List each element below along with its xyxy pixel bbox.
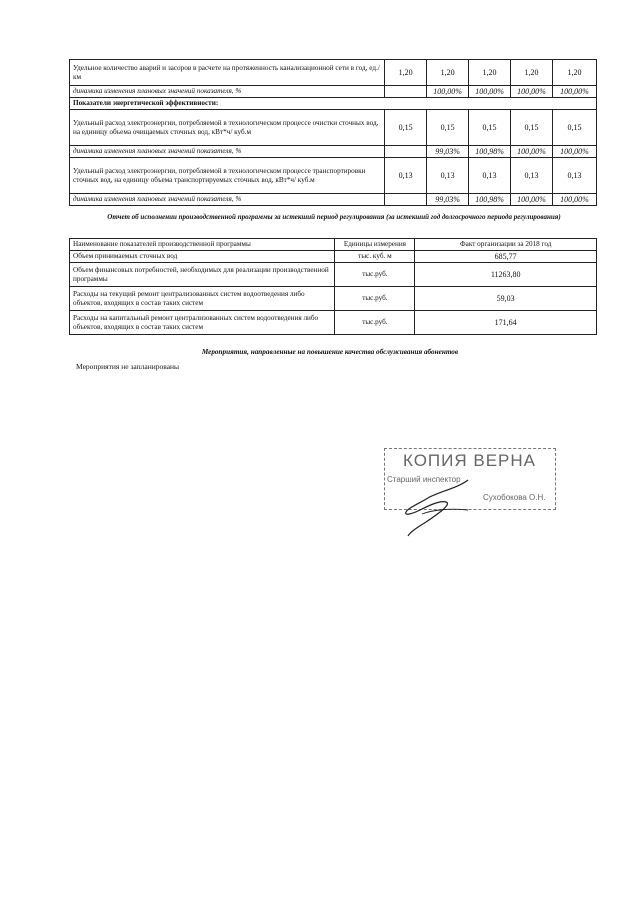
row-label: динамика изменения плановых значений показателя, % bbox=[70, 194, 385, 206]
cell: 100,00% bbox=[469, 86, 511, 98]
section-heading: Показатели энергетической эффективности: bbox=[70, 98, 597, 110]
row-value: 685,77 bbox=[415, 251, 597, 263]
table-row bbox=[70, 251, 597, 263]
program-table bbox=[69, 238, 597, 335]
cell: 100,98% bbox=[469, 194, 511, 206]
cell: 0,15 bbox=[552, 110, 596, 146]
table-row bbox=[70, 194, 597, 206]
row-label: динамика изменения плановых значений показателя, % bbox=[70, 86, 385, 98]
row-value: 59,03 bbox=[415, 287, 597, 311]
cell: 0,13 bbox=[552, 158, 596, 194]
cell: 1,20 bbox=[552, 60, 596, 86]
cell: 100,98% bbox=[469, 146, 511, 158]
cell: 0,13 bbox=[385, 158, 427, 194]
cell bbox=[385, 86, 427, 98]
row-unit: тыс.руб. bbox=[335, 287, 415, 311]
cell: 0,13 bbox=[427, 158, 469, 194]
row-label: динамика изменения плановых значений показателя, % bbox=[70, 146, 385, 158]
cell: 100,00% bbox=[511, 194, 553, 206]
cell: 1,20 bbox=[385, 60, 427, 86]
stamp-title: КОПИЯ ВЕРНА bbox=[403, 451, 537, 470]
cell: 100,00% bbox=[511, 146, 553, 158]
table-row bbox=[70, 263, 597, 287]
report-title: Отчет об исполнении производственной программы за истекший период регулирования (за истекший год долгосрочного периода регулирования) bbox=[107, 213, 561, 221]
row-value: 11263,80 bbox=[415, 263, 597, 287]
cell: 1,20 bbox=[427, 60, 469, 86]
cell: 99,03% bbox=[427, 194, 469, 206]
stamp-position: Старший инспектор bbox=[387, 475, 461, 484]
col-header: Факт организации за 2018 год bbox=[415, 239, 597, 251]
cell: 0,15 bbox=[427, 110, 469, 146]
cell: 0,15 bbox=[385, 110, 427, 146]
table-row bbox=[70, 110, 597, 146]
table-row bbox=[70, 86, 597, 98]
table-row bbox=[70, 311, 597, 335]
cell: 0,13 bbox=[511, 158, 553, 194]
indicators-table bbox=[69, 59, 597, 206]
row-label: Удельный расход электроэнергии, потребляемой в технологическом процессе транспортировки сточных вод, на единицу объема транспортируемых сточных вод, кВт*ч/ куб.м bbox=[70, 158, 385, 194]
row-name: Расходы на капитальный ремонт централизованных систем водоотведения либо объектов, входящих в состав таких систем bbox=[70, 311, 335, 335]
col-header: Единицы измерения bbox=[335, 239, 415, 251]
table-row bbox=[70, 158, 597, 194]
row-unit: тыс.руб. bbox=[335, 263, 415, 287]
row-label: Удельное количество аварий и засоров в расчете на протяженность канализационной сети в год, ед./км bbox=[70, 60, 385, 86]
table-header-row bbox=[70, 239, 597, 251]
table-row bbox=[70, 98, 597, 110]
table-row bbox=[70, 287, 597, 311]
cell: 100,00% bbox=[511, 86, 553, 98]
cell: 100,00% bbox=[552, 194, 596, 206]
row-unit: тыс. куб. м bbox=[335, 251, 415, 263]
cell: 0,13 bbox=[469, 158, 511, 194]
cell: 100,00% bbox=[552, 86, 596, 98]
cell bbox=[385, 146, 427, 158]
row-name: Объем финансовых потребностей, необходимых для реализации производственной программы bbox=[70, 263, 335, 287]
col-header: Наименование показателей производственной программы bbox=[70, 239, 335, 251]
row-name: Объем принимаемых сточных вод bbox=[70, 251, 335, 263]
cell: 1,20 bbox=[469, 60, 511, 86]
cell: 1,20 bbox=[511, 60, 553, 86]
row-label: Удельный расход электроэнергии, потребляемой в технологическом процессе очистки сточных вод, на единицу объема очищаемых сточных вод, кВт*ч/ куб.м bbox=[70, 110, 385, 146]
cell: 100,00% bbox=[552, 146, 596, 158]
cell: 0,15 bbox=[511, 110, 553, 146]
cell bbox=[385, 194, 427, 206]
table-row bbox=[70, 60, 597, 86]
table-row bbox=[70, 146, 597, 158]
signature bbox=[398, 470, 494, 540]
cell: 0,15 bbox=[469, 110, 511, 146]
measures-text: Мероприятия не запланированы bbox=[76, 362, 180, 371]
cell: 99,03% bbox=[427, 146, 469, 158]
row-name: Расходы на текущий ремонт централизованных систем водоотведения либо объектов, входящих в состав таких систем bbox=[70, 287, 335, 311]
measures-title: Мероприятия, направленные на повышение качества обслуживания абонентов bbox=[201, 348, 459, 356]
cell: 100,00% bbox=[427, 86, 469, 98]
row-value: 171,64 bbox=[415, 311, 597, 335]
row-unit: тыс.руб. bbox=[335, 311, 415, 335]
stamp-name: Сухобокова О.Н. bbox=[483, 493, 546, 502]
